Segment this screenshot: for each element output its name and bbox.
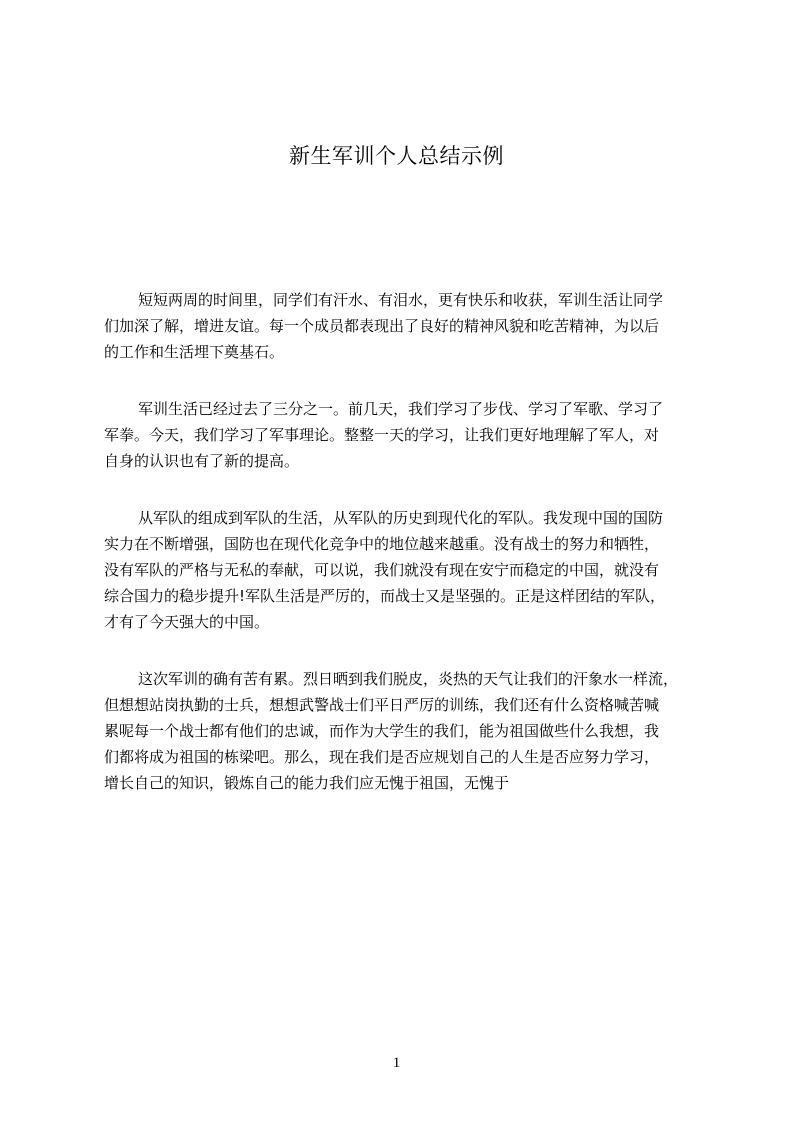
paragraph-line: 们加深了解，增进友谊。每一个成员都表现出了良好的精神风貌和吃苦精神，为以后 bbox=[104, 317, 660, 335]
paragraph-line: 军拳。今天，我们学习了军事理论。整整一天的学习，让我们更好地理解了军人，对 bbox=[104, 426, 660, 444]
paragraph-line: 自身的认识也有了新的提高。 bbox=[104, 452, 300, 470]
paragraph-line: 但想想站岗执勤的士兵，想想武警战士们平日严厉的训练，我们还有什么资格喊苦喊 bbox=[104, 696, 660, 714]
paragraph-line: 没有军队的严格与无私的奉献，可以说，我们就没有现在安宁而稳定的中国，就没有 bbox=[104, 561, 660, 579]
paragraph bbox=[104, 666, 694, 796]
paragraph-line: 的工作和生活埋下奠基石。 bbox=[104, 343, 285, 361]
paragraph-line: 累呢每一个战士都有他们的忠诚，而作为大学生的我们，能为祖国做些什么我想，我 bbox=[104, 722, 660, 740]
paragraph-line: 这次军训的确有苦有累。烈日晒到我们脱皮，炎热的天气让我们的汗象水一样流， bbox=[138, 670, 679, 688]
paragraph bbox=[104, 396, 694, 474]
paragraph bbox=[104, 287, 694, 365]
paragraph-line: 军训生活已经过去了三分之一。前几天，我们学习了步伐、学习了军歌、学习了 bbox=[138, 400, 664, 418]
paragraph-line: 从军队的组成到军队的生活，从军队的历史到现代化的军队。我发现中国的国防 bbox=[138, 509, 664, 527]
document-title: 新生军训个人总结示例 bbox=[289, 144, 504, 168]
page-number: 1 bbox=[392, 1055, 401, 1071]
document-body bbox=[104, 287, 694, 827]
paragraph-line: 才有了今天强大的中国。 bbox=[104, 613, 270, 631]
paragraph-line: 实力在不断增强，国防也在现代化竞争中的地位越来越重。没有战士的努力和牺牲， bbox=[104, 535, 660, 553]
paragraph-line: 们都将成为祖国的栋梁吧。那么，现在我们是否应规划自己的人生是否应努力学习， bbox=[104, 748, 660, 766]
paragraph bbox=[104, 505, 694, 635]
paragraph-line: 短短两周的时间里，同学们有汗水、有泪水，更有快乐和收获，军训生活让同学 bbox=[138, 291, 664, 309]
paragraph-line: 增长自己的知识，锻炼自己的能力我们应无愧于祖国，无愧于 bbox=[104, 774, 510, 792]
paragraph-line: 综合国力的稳步提升!军队生活是严厉的，而战士又是坚强的。正是这样团结的军队， bbox=[104, 587, 666, 605]
